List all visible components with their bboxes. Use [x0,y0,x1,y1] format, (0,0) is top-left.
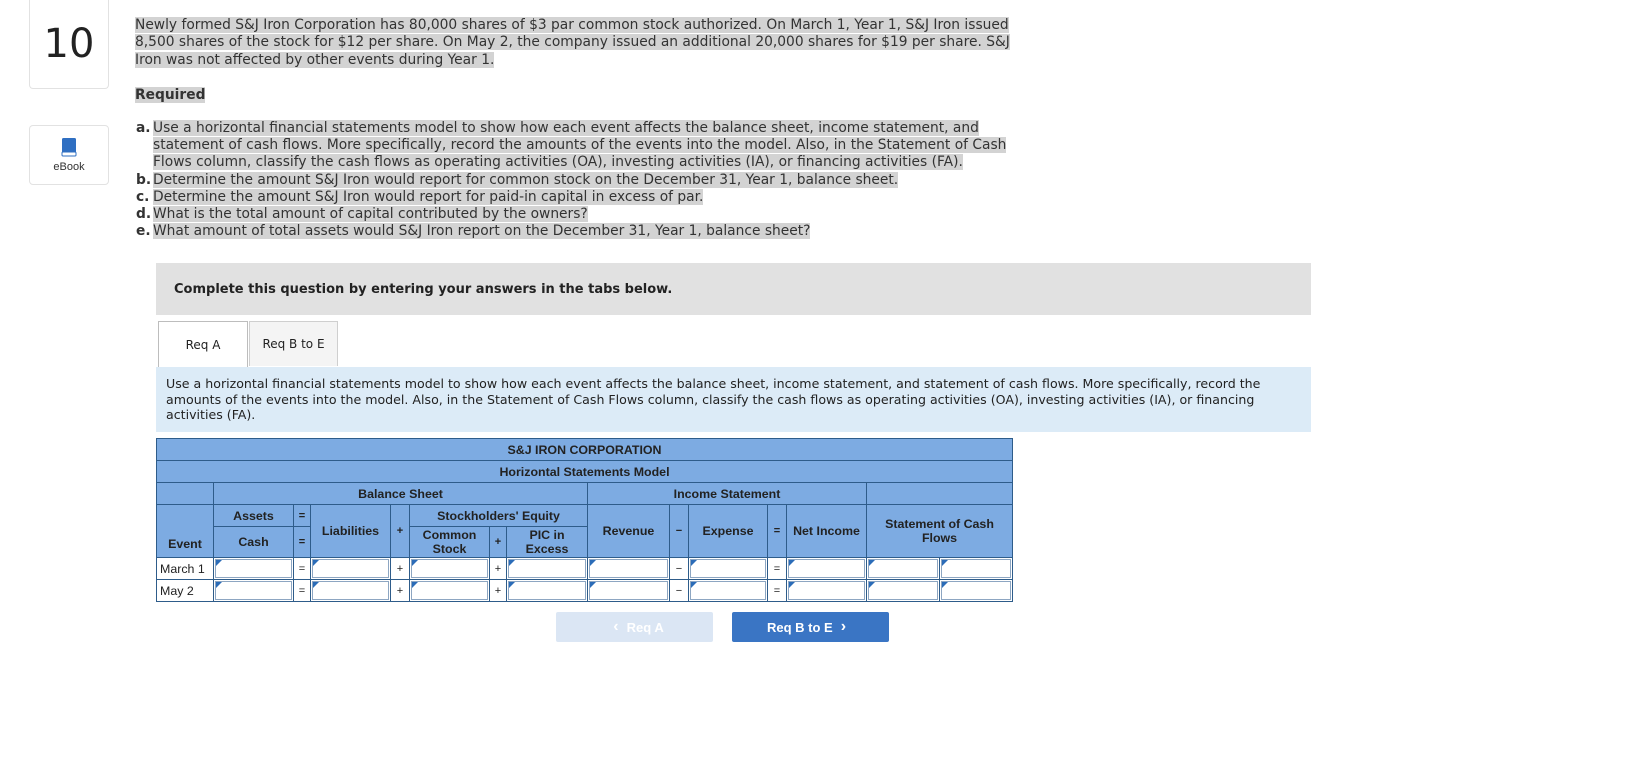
tab-req-b-to-e[interactable]: Req B to E [249,321,338,366]
chevron-left-icon: ‹ [613,618,619,635]
equals-sign: = [768,505,787,558]
plus-sign: + [490,527,507,558]
complete-question-banner: Complete this question by entering your answers in the tabs below. [156,263,1311,315]
requirement-c: c. Determine the amount S&J Iron would report for paid-in capital in excess of par. [136,188,704,205]
equals-sign: = [768,558,787,580]
requirement-e: e. What amount of total assets would S&J Iron report on the December 31, Year 1, balance sheet? [136,223,811,240]
ebook-button[interactable] [29,125,109,185]
company-title: S&J IRON CORPORATION [157,439,1013,461]
instruction-box: Use a horizontal financial statements model to show how each event affects the balance sheet, income statement, and statement of cash flows. More specifically, record the amounts of the events into the model. Also, in the Statement of Cash Flows column, classify the cash flows as operating activities (OA), investing activities (IA), or financing activities (FA). [156,367,1311,432]
expense-header: Expense [689,505,768,558]
pic-in-excess-input[interactable] [508,559,586,578]
revenue-header: Revenue [588,505,670,558]
minus-sign: − [670,505,689,558]
cash-input[interactable] [215,581,292,600]
liabilities-input[interactable] [312,581,389,600]
tab-bar [156,320,1311,368]
event-header: Event [157,505,214,558]
book-icon [61,138,77,157]
cash-header: Cash [214,527,294,558]
prev-req-button[interactable]: ‹ Req A [556,612,713,642]
revenue-input[interactable] [589,581,668,600]
chevron-right-icon: › [840,618,847,635]
horizontal-statements-model [156,438,1013,602]
minus-sign: − [670,580,689,602]
cash-flow-classification-input[interactable] [941,559,1011,578]
plus-sign: + [391,558,410,580]
cash-flows-header: Statement of Cash Flows [867,505,1013,558]
cash-input[interactable] [215,559,292,578]
liabilities-input[interactable] [312,559,389,578]
equals-sign: = [768,580,787,602]
event-label: March 1 [157,558,214,580]
pic-in-excess-input[interactable] [508,581,586,600]
model-subtitle: Horizontal Statements Model [157,461,1013,483]
equals-sign: = [294,558,311,580]
event-label: May 2 [157,580,214,602]
equals-sign: = [294,505,311,527]
ebook-label: eBook [53,160,85,173]
liabilities-header: Liabilities [311,505,391,558]
common-stock-header: Common Stock [410,527,490,558]
table-row [157,558,1013,580]
plus-sign: + [490,558,507,580]
table-row [157,580,1013,602]
requirement-a: a. Use a horizontal financial statements model to show how each event affects the balance sheet, income statement, and statement of cash flows. More specifically, record the amounts of the events into the model. Also, in the Statement of Cash Flows column, classify the cash flows as operating activities (OA), investing activities (IA), or financing activities (FA). [136,120,1007,171]
required-heading: Required [135,87,206,103]
net-income-header: Net Income [787,505,867,558]
requirements-list [136,120,1046,240]
pic-in-excess-header: PIC in Excess [507,527,588,558]
net-income-input[interactable] [788,581,865,600]
requirement-d: d. What is the total amount of capital contributed by the owners? [136,206,588,223]
minus-sign: − [670,558,689,580]
question-prompt: Newly formed S&J Iron Corporation has 80,000 shares of $3 par common stock authorized. On March 1, Year 1, S&J Iron issued 8,500 shares of the stock for $12 per share. On May 2, the company issued an additional 20,000 shares for $19 per share. S&J Iron was not affected by other events during Year 1. [135,17,1010,68]
stockholders-equity-header: Stockholders' Equity [410,505,588,527]
equals-sign: = [294,527,311,558]
cash-flow-amount-input[interactable] [868,559,938,578]
income-statement-header: Income Statement [588,483,867,505]
cash-flow-classification-input[interactable] [941,581,1011,600]
next-req-button[interactable]: Req B to E › [732,612,889,642]
question-number: 10 [29,0,109,89]
common-stock-input[interactable] [411,581,488,600]
expense-input[interactable] [690,581,766,600]
equals-sign: = [294,580,311,602]
plus-sign: + [490,580,507,602]
balance-sheet-header: Balance Sheet [214,483,588,505]
plus-sign: + [391,505,410,558]
plus-sign: + [391,580,410,602]
requirement-b: b. Determine the amount S&J Iron would report for common stock on the December 31, Year 1, balance sheet. [136,171,899,188]
cash-flow-amount-input[interactable] [868,581,938,600]
net-income-input[interactable] [788,559,865,578]
expense-input[interactable] [690,559,766,578]
tab-req-a[interactable]: Req A [158,321,248,368]
assets-header: Assets [214,505,294,527]
revenue-input[interactable] [589,559,668,578]
common-stock-input[interactable] [411,559,488,578]
